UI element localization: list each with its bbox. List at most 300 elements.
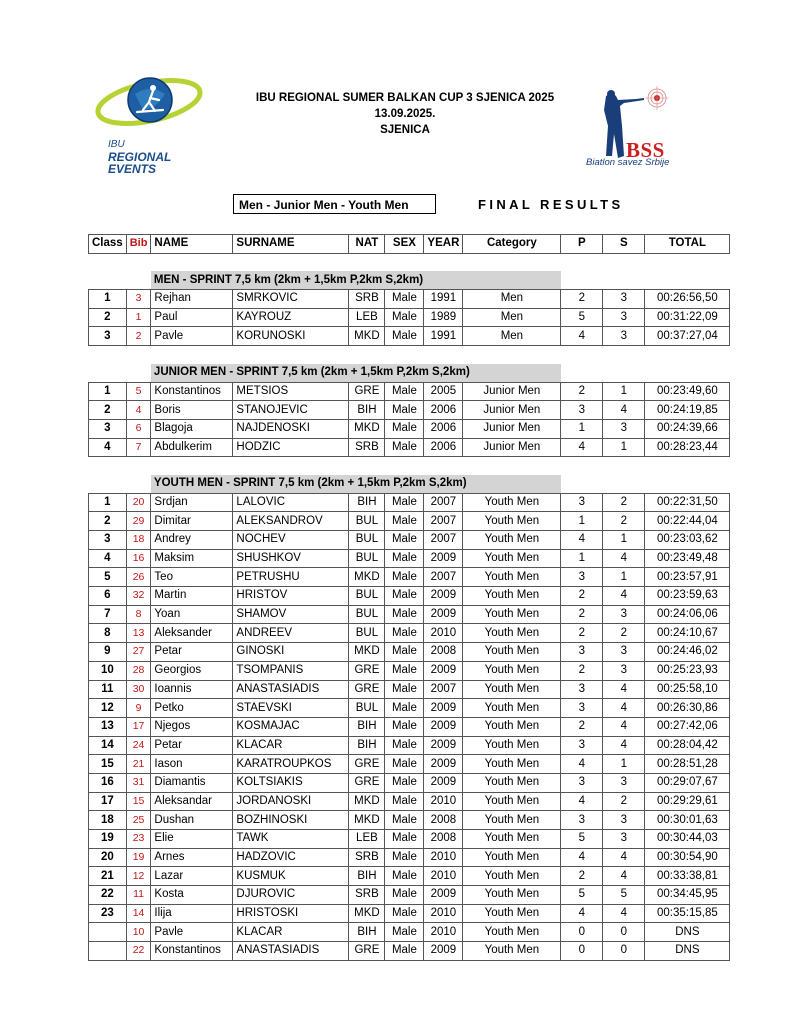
cell-year: 2007 bbox=[424, 493, 463, 512]
table-row bbox=[89, 290, 730, 309]
cell-s: 3 bbox=[603, 773, 645, 792]
cell-surname: ANASTASIADIS bbox=[233, 680, 349, 699]
cell-surname: SMRKOVIC bbox=[233, 290, 349, 309]
cell-sex: Male bbox=[385, 493, 424, 512]
cell-bib: 3 bbox=[126, 290, 151, 309]
table-row bbox=[89, 493, 730, 512]
table-row bbox=[89, 848, 730, 867]
cell-bib: 12 bbox=[126, 867, 151, 886]
cell-year: 2009 bbox=[424, 661, 463, 680]
cell-year: 2007 bbox=[424, 512, 463, 531]
cell-p: 2 bbox=[561, 382, 603, 401]
cell-p: 4 bbox=[561, 327, 603, 346]
cell-total: 00:22:31,50 bbox=[645, 493, 730, 512]
cell-sex: Male bbox=[385, 830, 424, 849]
cell-s: 1 bbox=[603, 382, 645, 401]
section-gap bbox=[89, 253, 730, 271]
cell-category: Youth Men bbox=[463, 568, 561, 587]
cell-bib: 22 bbox=[126, 942, 151, 961]
cell-surname: DJUROVIC bbox=[233, 886, 349, 905]
cell-surname: METSIOS bbox=[233, 382, 349, 401]
cell-name: Maksim bbox=[151, 549, 233, 568]
section-gap bbox=[89, 457, 730, 475]
cell-sex: Male bbox=[385, 755, 424, 774]
event-location: SJENICA bbox=[380, 124, 430, 136]
cell-s: 2 bbox=[603, 512, 645, 531]
cell-sex: Male bbox=[385, 587, 424, 606]
cell-nat: SRB bbox=[349, 290, 385, 309]
cell-p: 3 bbox=[561, 811, 603, 830]
cell-year: 2009 bbox=[424, 605, 463, 624]
table-row bbox=[89, 512, 730, 531]
cell-category: Youth Men bbox=[463, 848, 561, 867]
cell-class: 1 bbox=[89, 493, 127, 512]
cell-p: 5 bbox=[561, 308, 603, 327]
cell-name: Iason bbox=[151, 755, 233, 774]
cell-name: Arnes bbox=[151, 848, 233, 867]
cell-nat: MKD bbox=[349, 419, 385, 438]
cell-surname: KOSMAJAC bbox=[233, 717, 349, 736]
cell-total: 00:24:10,67 bbox=[645, 624, 730, 643]
cell-p: 3 bbox=[561, 699, 603, 718]
cell-sex: Male bbox=[385, 605, 424, 624]
cell-surname: KLACAR bbox=[233, 736, 349, 755]
cell-category: Youth Men bbox=[463, 680, 561, 699]
cell-sex: Male bbox=[385, 848, 424, 867]
cell-total: 00:30:01,63 bbox=[645, 811, 730, 830]
cell-total: 00:30:44,03 bbox=[645, 830, 730, 849]
table-row bbox=[89, 923, 730, 942]
table-row bbox=[89, 755, 730, 774]
cell-year: 2006 bbox=[424, 419, 463, 438]
cell-p: 3 bbox=[561, 643, 603, 662]
cell-name: Paul bbox=[151, 308, 233, 327]
cell-class: 8 bbox=[89, 624, 127, 643]
cell-class: 17 bbox=[89, 792, 127, 811]
cell-bib: 28 bbox=[126, 661, 151, 680]
cell-nat: BIH bbox=[349, 493, 385, 512]
cell-surname: LALOVIC bbox=[233, 493, 349, 512]
col-p: P bbox=[561, 235, 603, 254]
cell-total: 00:34:45,95 bbox=[645, 886, 730, 905]
cell-p: 1 bbox=[561, 512, 603, 531]
cell-total: DNS bbox=[645, 942, 730, 961]
cell-p: 2 bbox=[561, 867, 603, 886]
cell-name: Pavle bbox=[151, 923, 233, 942]
table-row bbox=[89, 661, 730, 680]
cell-sex: Male bbox=[385, 549, 424, 568]
cell-nat: BUL bbox=[349, 624, 385, 643]
cell-nat: BUL bbox=[349, 699, 385, 718]
cell-surname: BOZHINOSKI bbox=[233, 811, 349, 830]
table-row bbox=[89, 717, 730, 736]
cell-nat: MKD bbox=[349, 327, 385, 346]
cell-s: 0 bbox=[603, 923, 645, 942]
cell-year: 2007 bbox=[424, 568, 463, 587]
cell-category: Youth Men bbox=[463, 942, 561, 961]
results-body bbox=[89, 253, 730, 960]
cell-p: 2 bbox=[561, 661, 603, 680]
table-header-row bbox=[89, 235, 730, 254]
cell-nat: GRE bbox=[349, 942, 385, 961]
cell-class: 1 bbox=[89, 382, 127, 401]
cell-class: 1 bbox=[89, 290, 127, 309]
cell-name: Konstantinos bbox=[151, 942, 233, 961]
cell-surname: SHUSHKOV bbox=[233, 549, 349, 568]
cell-surname: KLACAR bbox=[233, 923, 349, 942]
table-row bbox=[89, 904, 730, 923]
cell-sex: Male bbox=[385, 792, 424, 811]
col-name: NAME bbox=[151, 235, 233, 254]
cell-surname: KARATROUPKOS bbox=[233, 755, 349, 774]
table-row bbox=[89, 549, 730, 568]
cell-year: 2010 bbox=[424, 792, 463, 811]
cell-category: Youth Men bbox=[463, 773, 561, 792]
cell-bib: 19 bbox=[126, 848, 151, 867]
cell-class: 2 bbox=[89, 308, 127, 327]
cell-category: Youth Men bbox=[463, 587, 561, 606]
table-row bbox=[89, 624, 730, 643]
col-total: TOTAL bbox=[645, 235, 730, 254]
cell-nat: BIH bbox=[349, 923, 385, 942]
cell-s: 3 bbox=[603, 327, 645, 346]
cell-total: 00:27:42,06 bbox=[645, 717, 730, 736]
cell-p: 2 bbox=[561, 290, 603, 309]
cell-nat: BIH bbox=[349, 867, 385, 886]
cell-sex: Male bbox=[385, 923, 424, 942]
cell-name: Kosta bbox=[151, 886, 233, 905]
cell-class: 11 bbox=[89, 680, 127, 699]
cell-total: 00:24:46,02 bbox=[645, 643, 730, 662]
cell-sex: Male bbox=[385, 811, 424, 830]
cell-year: 2009 bbox=[424, 773, 463, 792]
event-title: IBU REGIONAL SUMER BALKAN CUP 3 SJENICA 2025 bbox=[255, 92, 555, 104]
cell-s: 1 bbox=[603, 438, 645, 457]
event-date: 13.09.2025. bbox=[374, 108, 436, 120]
cell-bib: 16 bbox=[126, 549, 151, 568]
cell-surname: HRISTOV bbox=[233, 587, 349, 606]
cell-surname: STANOJEVIC bbox=[233, 401, 349, 420]
table-row bbox=[89, 587, 730, 606]
cell-name: Petar bbox=[151, 736, 233, 755]
cell-total: 00:26:56,50 bbox=[645, 290, 730, 309]
cell-s: 1 bbox=[603, 531, 645, 550]
cell-nat: BIH bbox=[349, 717, 385, 736]
section-title: MEN - SPRINT 7,5 km (2km + 1,5km P,2km S,2km) bbox=[151, 271, 561, 289]
cell-name: Blagoja bbox=[151, 419, 233, 438]
cell-category: Youth Men bbox=[463, 886, 561, 905]
cell-total: 00:25:23,93 bbox=[645, 661, 730, 680]
cell-name: Petko bbox=[151, 699, 233, 718]
cell-s: 2 bbox=[603, 624, 645, 643]
cell-class: 21 bbox=[89, 867, 127, 886]
col-bib: Bib bbox=[126, 235, 151, 254]
cell-year: 2009 bbox=[424, 717, 463, 736]
col-surname: SURNAME bbox=[233, 235, 349, 254]
cell-sex: Male bbox=[385, 401, 424, 420]
cell-p: 4 bbox=[561, 755, 603, 774]
cell-bib: 25 bbox=[126, 811, 151, 830]
cell-name: Petar bbox=[151, 643, 233, 662]
cell-total: 00:24:19,85 bbox=[645, 401, 730, 420]
cell-name: Boris bbox=[151, 401, 233, 420]
cell-name: Ilija bbox=[151, 904, 233, 923]
cell-class: 9 bbox=[89, 643, 127, 662]
cell-nat: BUL bbox=[349, 549, 385, 568]
table-row bbox=[89, 830, 730, 849]
cell-class: 15 bbox=[89, 755, 127, 774]
cell-name: Ioannis bbox=[151, 680, 233, 699]
cell-year: 2009 bbox=[424, 942, 463, 961]
cell-sex: Male bbox=[385, 886, 424, 905]
cell-surname: GINOSKI bbox=[233, 643, 349, 662]
cell-class: 3 bbox=[89, 327, 127, 346]
cell-s: 3 bbox=[603, 661, 645, 680]
cell-sex: Male bbox=[385, 867, 424, 886]
cell-p: 1 bbox=[561, 419, 603, 438]
cell-surname: HADZOVIC bbox=[233, 848, 349, 867]
cell-year: 2006 bbox=[424, 438, 463, 457]
cell-year: 2009 bbox=[424, 755, 463, 774]
cell-s: 2 bbox=[603, 792, 645, 811]
cell-class: 16 bbox=[89, 773, 127, 792]
cell-name: Teo bbox=[151, 568, 233, 587]
cell-class: 19 bbox=[89, 830, 127, 849]
cell-category: Youth Men bbox=[463, 811, 561, 830]
cell-category: Youth Men bbox=[463, 699, 561, 718]
cell-category: Youth Men bbox=[463, 792, 561, 811]
cell-year: 2009 bbox=[424, 736, 463, 755]
col-class: Class bbox=[89, 235, 127, 254]
cell-bib: 18 bbox=[126, 531, 151, 550]
cell-nat: GRE bbox=[349, 680, 385, 699]
cell-year: 2005 bbox=[424, 382, 463, 401]
cell-p: 3 bbox=[561, 568, 603, 587]
cell-bib: 20 bbox=[126, 493, 151, 512]
category-box: Men - Junior Men - Youth Men bbox=[233, 194, 436, 214]
table-row bbox=[89, 382, 730, 401]
cell-p: 3 bbox=[561, 773, 603, 792]
cell-s: 3 bbox=[603, 830, 645, 849]
cell-p: 2 bbox=[561, 624, 603, 643]
cell-p: 5 bbox=[561, 886, 603, 905]
cell-category: Youth Men bbox=[463, 549, 561, 568]
cell-year: 2010 bbox=[424, 624, 463, 643]
table-row bbox=[89, 308, 730, 327]
section-title: YOUTH MEN - SPRINT 7,5 km (2km + 1,5km P,2km S,2km) bbox=[151, 475, 561, 493]
cell-s: 4 bbox=[603, 904, 645, 923]
cell-surname: KOLTSIAKIS bbox=[233, 773, 349, 792]
cell-bib: 7 bbox=[126, 438, 151, 457]
cell-name: Andrey bbox=[151, 531, 233, 550]
cell-bib: 32 bbox=[126, 587, 151, 606]
cell-s: 3 bbox=[603, 643, 645, 662]
cell-s: 4 bbox=[603, 680, 645, 699]
cell-p: 0 bbox=[561, 923, 603, 942]
cell-bib: 21 bbox=[126, 755, 151, 774]
cell-surname: ALEKSANDROV bbox=[233, 512, 349, 531]
cell-bib: 4 bbox=[126, 401, 151, 420]
cell-year: 2006 bbox=[424, 401, 463, 420]
cell-surname: ANDREEV bbox=[233, 624, 349, 643]
cell-s: 4 bbox=[603, 848, 645, 867]
cell-name: Dushan bbox=[151, 811, 233, 830]
cell-bib: 1 bbox=[126, 308, 151, 327]
cell-bib: 27 bbox=[126, 643, 151, 662]
cell-total: 00:24:06,06 bbox=[645, 605, 730, 624]
table-row bbox=[89, 531, 730, 550]
cell-total: 00:23:57,91 bbox=[645, 568, 730, 587]
cell-category: Youth Men bbox=[463, 717, 561, 736]
cell-sex: Male bbox=[385, 308, 424, 327]
cell-p: 2 bbox=[561, 717, 603, 736]
cell-surname: KUSMUK bbox=[233, 867, 349, 886]
cell-s: 3 bbox=[603, 308, 645, 327]
table-row bbox=[89, 680, 730, 699]
cell-surname: NOCHEV bbox=[233, 531, 349, 550]
cell-total: 00:35:15,85 bbox=[645, 904, 730, 923]
cell-nat: BUL bbox=[349, 605, 385, 624]
cell-nat: BIH bbox=[349, 736, 385, 755]
cell-name: Martin bbox=[151, 587, 233, 606]
cell-bib: 10 bbox=[126, 923, 151, 942]
cell-category: Junior Men bbox=[463, 419, 561, 438]
cell-total: 00:29:29,61 bbox=[645, 792, 730, 811]
table-row bbox=[89, 942, 730, 961]
cell-bib: 30 bbox=[126, 680, 151, 699]
table-row bbox=[89, 811, 730, 830]
cell-total: 00:33:38,81 bbox=[645, 867, 730, 886]
cell-nat: BUL bbox=[349, 587, 385, 606]
cell-sex: Male bbox=[385, 904, 424, 923]
cell-total: 00:30:54,90 bbox=[645, 848, 730, 867]
cell-bib: 2 bbox=[126, 327, 151, 346]
cell-year: 2010 bbox=[424, 848, 463, 867]
cell-year: 2010 bbox=[424, 867, 463, 886]
cell-bib: 5 bbox=[126, 382, 151, 401]
cell-bib: 14 bbox=[126, 904, 151, 923]
cell-name: Srdjan bbox=[151, 493, 233, 512]
cell-p: 4 bbox=[561, 531, 603, 550]
cell-s: 4 bbox=[603, 587, 645, 606]
cell-year: 2007 bbox=[424, 680, 463, 699]
col-nat: NAT bbox=[349, 235, 385, 254]
cell-s: 5 bbox=[603, 886, 645, 905]
cell-p: 0 bbox=[561, 942, 603, 961]
cell-s: 4 bbox=[603, 736, 645, 755]
cell-year: 2008 bbox=[424, 643, 463, 662]
cell-bib: 8 bbox=[126, 605, 151, 624]
cell-sex: Male bbox=[385, 699, 424, 718]
cell-sex: Male bbox=[385, 290, 424, 309]
cell-bib: 17 bbox=[126, 717, 151, 736]
cell-p: 1 bbox=[561, 549, 603, 568]
cell-year: 2009 bbox=[424, 587, 463, 606]
cell-category: Youth Men bbox=[463, 736, 561, 755]
cell-category: Youth Men bbox=[463, 512, 561, 531]
cell-class: 2 bbox=[89, 512, 127, 531]
cell-total: 00:28:04,42 bbox=[645, 736, 730, 755]
cell-sex: Male bbox=[385, 512, 424, 531]
cell-p: 3 bbox=[561, 680, 603, 699]
cell-nat: SRB bbox=[349, 886, 385, 905]
cell-sex: Male bbox=[385, 438, 424, 457]
col-s: S bbox=[603, 235, 645, 254]
cell-bib: 31 bbox=[126, 773, 151, 792]
cell-sex: Male bbox=[385, 327, 424, 346]
cell-bib: 26 bbox=[126, 568, 151, 587]
cell-class: 6 bbox=[89, 587, 127, 606]
cell-nat: MKD bbox=[349, 792, 385, 811]
cell-total: 00:28:51,28 bbox=[645, 755, 730, 774]
ibu-logo-line3: EVENTS bbox=[108, 162, 157, 176]
cell-nat: LEB bbox=[349, 830, 385, 849]
table-row bbox=[89, 867, 730, 886]
cell-bib: 15 bbox=[126, 792, 151, 811]
cell-class: 20 bbox=[89, 848, 127, 867]
cell-s: 4 bbox=[603, 717, 645, 736]
cell-total: 00:25:58,10 bbox=[645, 680, 730, 699]
cell-s: 3 bbox=[603, 811, 645, 830]
section-gap bbox=[89, 346, 730, 364]
cell-p: 5 bbox=[561, 830, 603, 849]
event-header bbox=[220, 90, 590, 138]
cell-year: 2009 bbox=[424, 549, 463, 568]
cell-total: 00:29:07,67 bbox=[645, 773, 730, 792]
cell-year: 1991 bbox=[424, 327, 463, 346]
cell-p: 3 bbox=[561, 493, 603, 512]
cell-p: 4 bbox=[561, 792, 603, 811]
cell-s: 4 bbox=[603, 401, 645, 420]
cell-surname: KAYROUZ bbox=[233, 308, 349, 327]
table-row bbox=[89, 401, 730, 420]
cell-nat: GRE bbox=[349, 773, 385, 792]
cell-sex: Male bbox=[385, 717, 424, 736]
table-row bbox=[89, 792, 730, 811]
cell-category: Youth Men bbox=[463, 624, 561, 643]
cell-surname: SHAMOV bbox=[233, 605, 349, 624]
cell-total: 00:22:44,04 bbox=[645, 512, 730, 531]
cell-bib: 24 bbox=[126, 736, 151, 755]
cell-surname: HODZIC bbox=[233, 438, 349, 457]
cell-s: 3 bbox=[603, 290, 645, 309]
cell-bib: 11 bbox=[126, 886, 151, 905]
cell-total: 00:23:49,48 bbox=[645, 549, 730, 568]
col-year: YEAR bbox=[424, 235, 463, 254]
cell-p: 3 bbox=[561, 401, 603, 420]
cell-class bbox=[89, 942, 127, 961]
cell-class: 4 bbox=[89, 438, 127, 457]
cell-category: Youth Men bbox=[463, 605, 561, 624]
section-title-row bbox=[89, 364, 730, 382]
cell-year: 2010 bbox=[424, 923, 463, 942]
cell-bib: 13 bbox=[126, 624, 151, 643]
cell-name: Aleksandar bbox=[151, 792, 233, 811]
cell-p: 2 bbox=[561, 605, 603, 624]
cell-surname: NAJDENOSKI bbox=[233, 419, 349, 438]
results-table bbox=[88, 234, 730, 961]
cell-surname: HRISTOSKI bbox=[233, 904, 349, 923]
cell-p: 4 bbox=[561, 904, 603, 923]
cell-name: Rejhan bbox=[151, 290, 233, 309]
cell-nat: MKD bbox=[349, 904, 385, 923]
cell-year: 2008 bbox=[424, 830, 463, 849]
cell-surname: JORDANOSKI bbox=[233, 792, 349, 811]
cell-s: 2 bbox=[603, 493, 645, 512]
cell-surname: KORUNOSKI bbox=[233, 327, 349, 346]
cell-class: 12 bbox=[89, 699, 127, 718]
table-row bbox=[89, 773, 730, 792]
